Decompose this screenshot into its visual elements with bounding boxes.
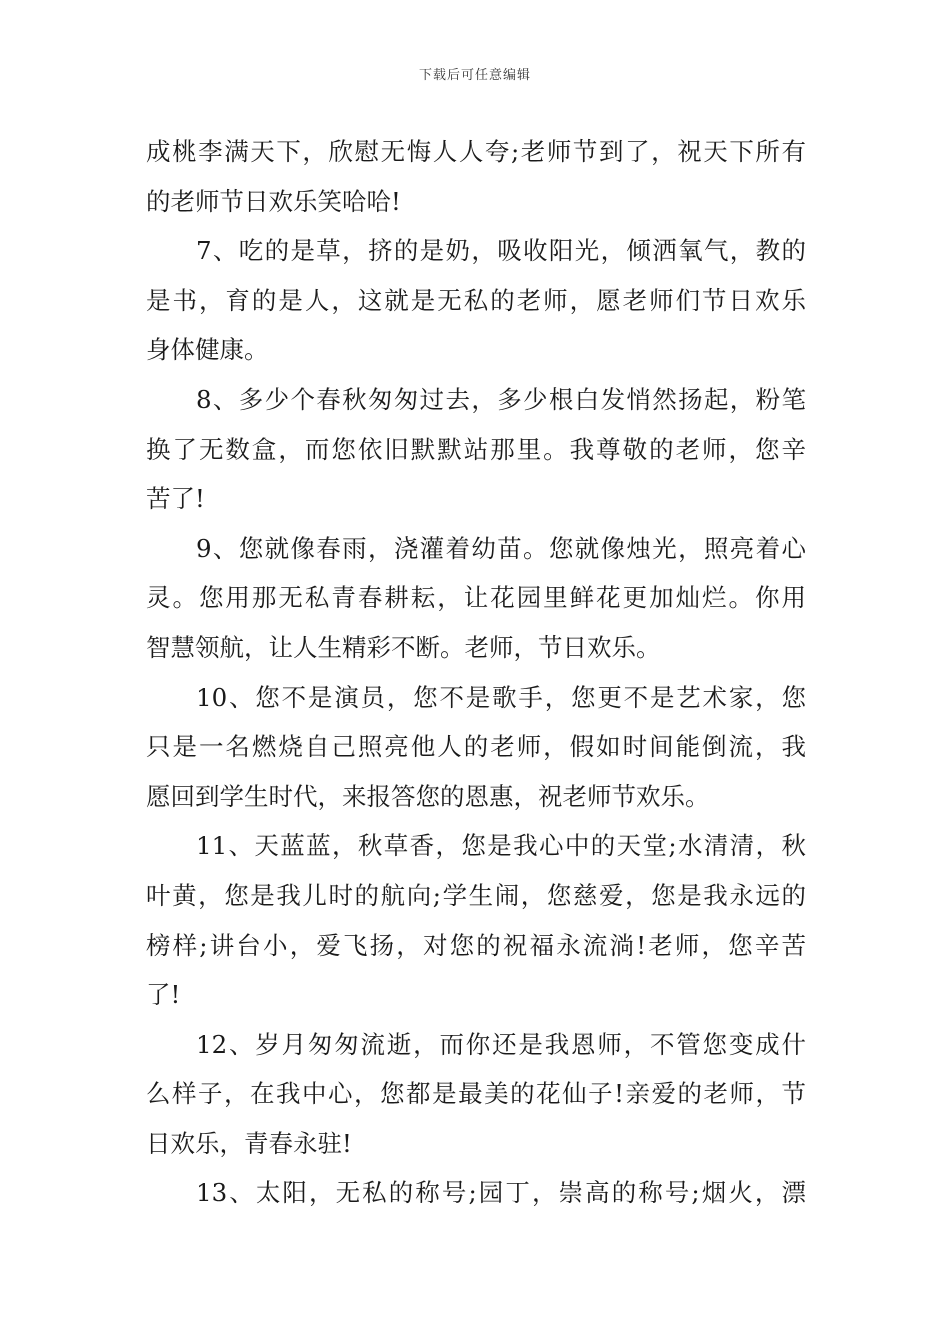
text-line: 只是一名燃烧自己照亮他人的老师，假如时间能倒流，我 [146, 732, 806, 762]
text-line: 榜样;讲台小，爱飞扬，对您的祝福永流淌!老师，您辛苦 [146, 930, 806, 960]
text-line: 么样子，在我中心，您都是最美的花仙子!亲爱的老师，节 [146, 1079, 806, 1109]
document-body [146, 127, 806, 1218]
text-line: 12、岁月匆匆流逝，而你还是我恩师，不管您变成什 [196, 1029, 806, 1059]
text-line: 13、太阳，无私的称号;园丁，崇高的称号;烟火，漂 [196, 1178, 806, 1208]
text-line: 8、多少个春秋匆匆过去，多少根白发悄然扬起，粉笔 [196, 384, 806, 414]
text-line: 了! [146, 980, 181, 1010]
page-header: 下载后可任意编辑 [418, 68, 531, 83]
text-line: 苦了! [146, 484, 205, 514]
text-line: 日欢乐，青春永驻! [146, 1128, 352, 1158]
text-line: 10、您不是演员，您不是歌手，您更不是艺术家，您 [196, 682, 806, 712]
text-line: 的老师节日欢乐笑哈哈! [146, 186, 401, 216]
text-line: 成桃李满天下，欣慰无悔人人夸;老师节到了，祝天下所有 [146, 137, 806, 166]
text-line: 智慧领航，让人生精彩不断。老师，节日欢乐。 [146, 632, 661, 662]
text-line: 11、天蓝蓝，秋草香，您是我心中的天堂;水清清，秋 [196, 831, 806, 861]
text-line: 7、吃的是草，挤的是奶，吸收阳光，倾洒氧气，教的 [196, 236, 806, 266]
text-line: 换了无数盒，而您依旧默默站那里。我尊敬的老师，您辛 [146, 434, 806, 464]
text-line: 9、您就像春雨，浇灌着幼苗。您就像烛光，照亮着心 [196, 533, 806, 563]
text-line: 愿回到学生时代，来报答您的恩惠，祝老师节欢乐。 [146, 781, 710, 811]
text-line: 灵。您用那无私青春耕耘，让花园里鲜花更加灿烂。你用 [146, 583, 806, 613]
text-line: 身体健康。 [146, 335, 269, 365]
text-line: 是书，育的是人，这就是无私的老师，愿老师们节日欢乐 [146, 285, 806, 315]
text-line: 叶黄，您是我儿时的航向;学生闹，您慈爱，您是我永远的 [146, 880, 806, 910]
